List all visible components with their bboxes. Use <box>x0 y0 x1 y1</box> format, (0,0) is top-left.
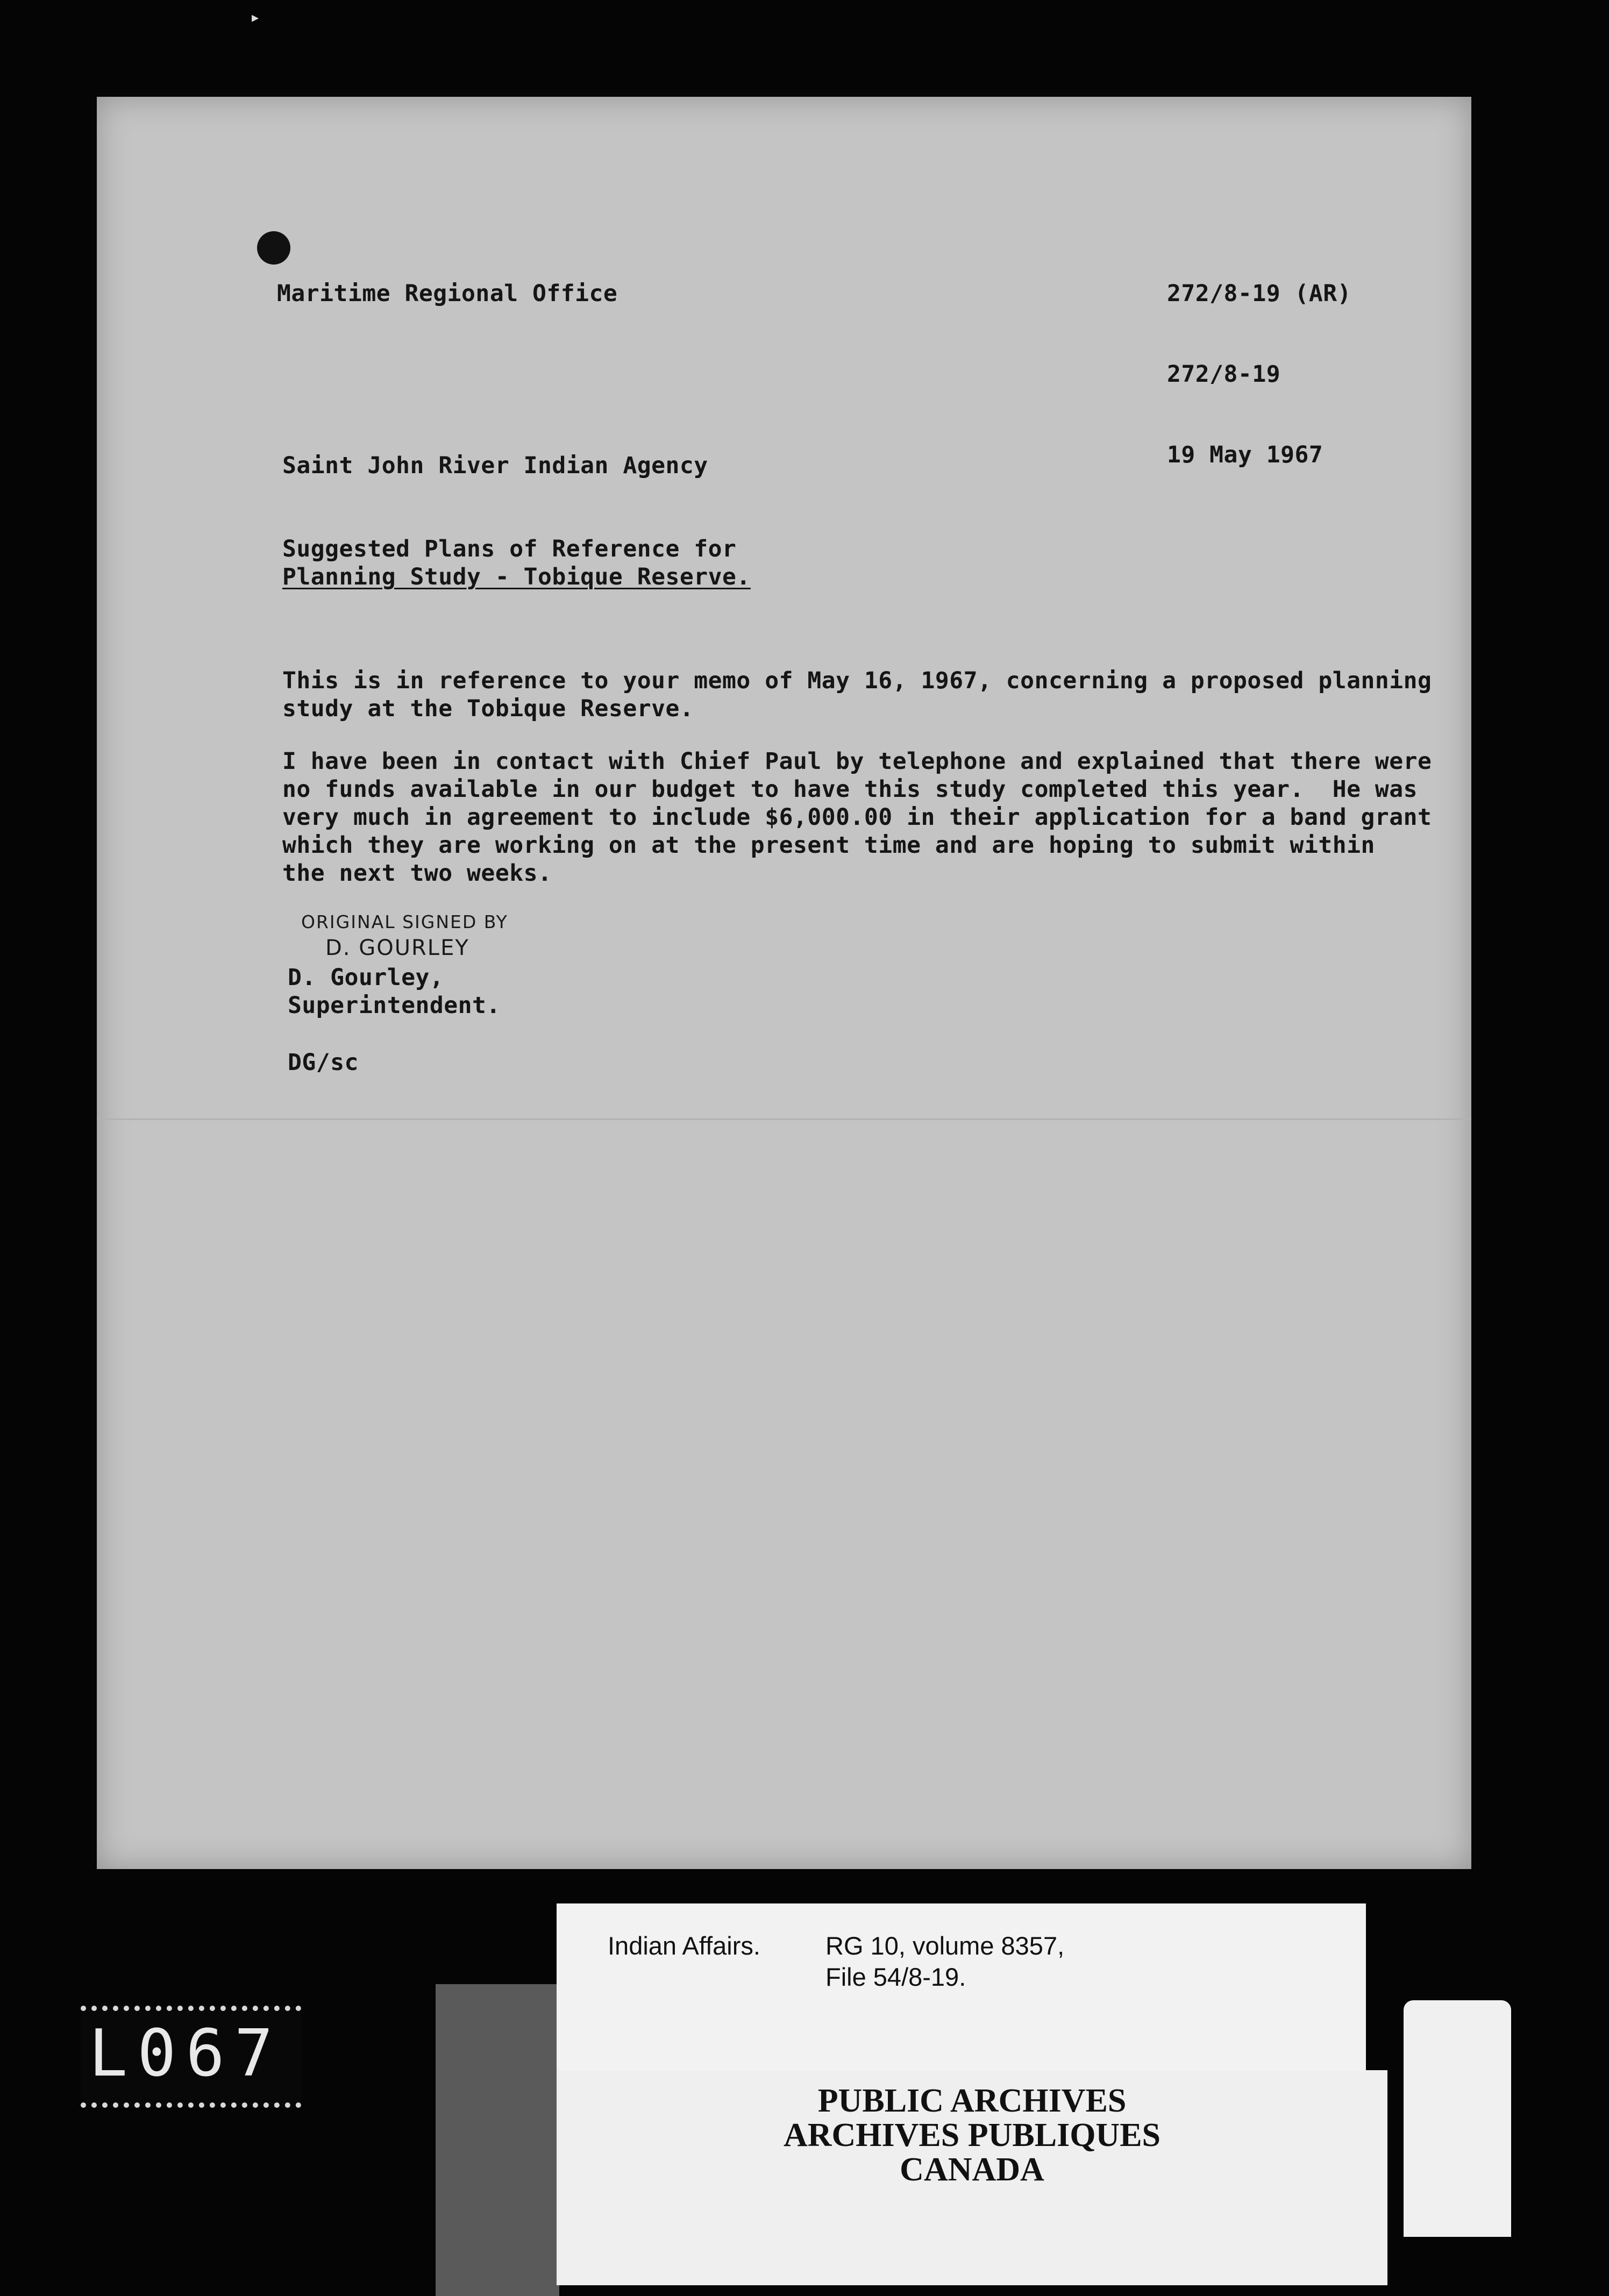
file-reference-secondary: 272/8-19 <box>1167 361 1281 388</box>
archive-department: Indian Affairs. <box>608 1931 760 1960</box>
signature-stamp-line-2: D. GOURLEY <box>325 936 469 960</box>
archive-record-group: RG 10, volume 8357, <box>825 1931 1065 1960</box>
paragraph-2-line-1: I have been in contact with Chief Paul by telephone and explained that there were <box>282 748 1432 775</box>
frame-number: L067 <box>89 2022 283 2086</box>
signer-name: D. Gourley, <box>288 964 444 991</box>
memo-date: 19 May 1967 <box>1167 441 1323 468</box>
public-archives-stamp <box>557 2084 1387 2187</box>
public-archives-line-3: CANADA <box>900 2151 1044 2188</box>
memo-page <box>97 97 1471 1869</box>
memo-from: Maritime Regional Office <box>277 280 618 307</box>
typist-initials: DG/sc <box>288 1049 359 1076</box>
page-fold <box>97 1118 1471 1120</box>
paragraph-1-line-1: This is in reference to your memo of May 16, 1967, concerning a proposed planning <box>282 667 1432 694</box>
film-mark-icon: ▸ <box>252 10 259 26</box>
public-archives-line-1: PUBLIC ARCHIVES <box>817 2083 1127 2119</box>
subject-line-2: Planning Study - Tobique Reserve. <box>282 564 751 590</box>
signer-title: Superintendent. <box>288 992 501 1019</box>
memo-to: Saint John River Indian Agency <box>282 452 708 479</box>
archive-card-flap <box>1404 2000 1511 2237</box>
paragraph-2-line-5: the next two weeks. <box>282 860 552 887</box>
paragraph-2-line-3: very much in agreement to include $6,000.00 in their application for a band grant <box>282 804 1432 831</box>
file-reference-primary: 272/8-19 (AR) <box>1167 280 1352 307</box>
label-shadow <box>436 1984 559 2296</box>
public-archives-line-2: ARCHIVES PUBLIQUES <box>783 2117 1161 2154</box>
paragraph-2-line-2: no funds available in our budget to have this study completed this year. He was <box>282 776 1418 803</box>
paragraph-1-line-2: study at the Tobique Reserve. <box>282 695 694 722</box>
paragraph-2-line-4: which they are working on at the present time and are hoping to submit within <box>282 832 1375 859</box>
punch-hole <box>257 231 290 265</box>
subject-line-1: Suggested Plans of Reference for <box>282 536 737 562</box>
signature-stamp-line-1: ORIGINAL SIGNED BY <box>301 911 508 932</box>
archive-file: File 54/8-19. <box>825 1963 966 1991</box>
